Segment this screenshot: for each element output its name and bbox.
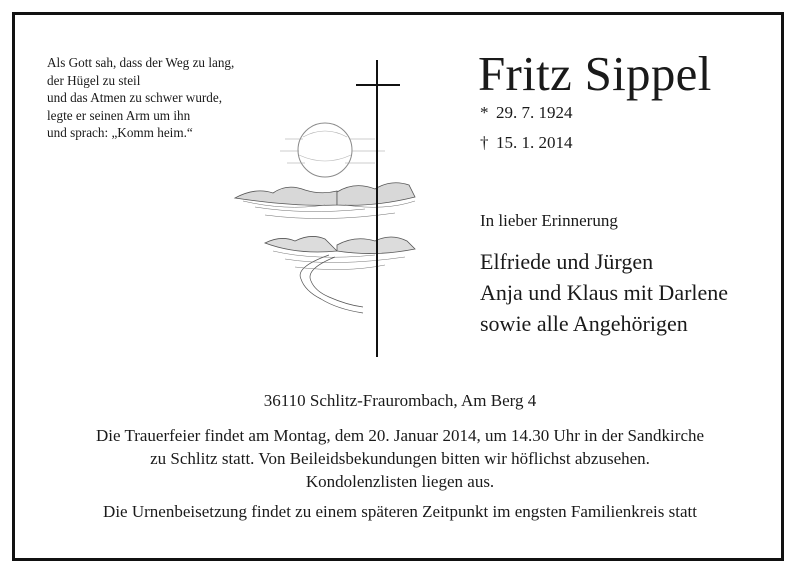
mourner-line: Elfriede und Jürgen — [480, 249, 654, 274]
birth-date-value: 29. 7. 1924 — [496, 103, 573, 122]
mourners-list — [480, 246, 728, 339]
cross-landscape-illustration — [225, 55, 455, 365]
birth-icon: * — [480, 103, 489, 122]
mourner-line: sowie alle Angehörigen — [480, 311, 688, 336]
death-date-value: 15. 1. 2014 — [496, 133, 573, 152]
cross-icon — [356, 60, 400, 357]
river-path — [300, 255, 363, 313]
memory-intro: In lieber Erinnerung — [480, 211, 618, 230]
mountains-lower — [265, 236, 415, 253]
death-date — [480, 133, 573, 153]
funeral-notice — [0, 424, 800, 493]
birth-date — [480, 103, 573, 123]
poem-line: der Hügel zu steil — [47, 72, 141, 88]
poem-line: und das Atmen zu schwer wurde, — [47, 90, 223, 105]
urn-burial-notice: Die Urnenbeisetzung findet zu einem späteren Zeitpunkt im engsten Familienkreis statt — [103, 502, 697, 521]
poem-line: legte er seinen Arm um ihn — [47, 107, 191, 123]
poem — [47, 54, 234, 142]
mourner-line: Anja und Klaus mit Darlene — [480, 280, 729, 305]
funeral-notice-line: Kondolenzlisten liegen aus. — [305, 472, 495, 491]
poem-line: Als Gott sah, dass der Weg zu lang, — [47, 55, 235, 70]
family-address: 36110 Schlitz-Fraurombach, Am Berg 4 — [263, 391, 537, 410]
mountains-upper — [235, 183, 415, 206]
deceased-name: Fritz Sippel — [478, 46, 712, 101]
poem-line: und sprach: „Komm heim.“ — [47, 125, 193, 140]
funeral-notice-line: zu Schlitz statt. Von Beileidsbekundungen bitten wir höflichst abzusehen. — [150, 449, 650, 468]
funeral-notice-line: Die Trauerfeier findet am Montag, dem 20. Januar 2014, um 14.30 Uhr in der Sandkirche — [95, 426, 705, 445]
cross-death-icon: † — [480, 133, 489, 152]
